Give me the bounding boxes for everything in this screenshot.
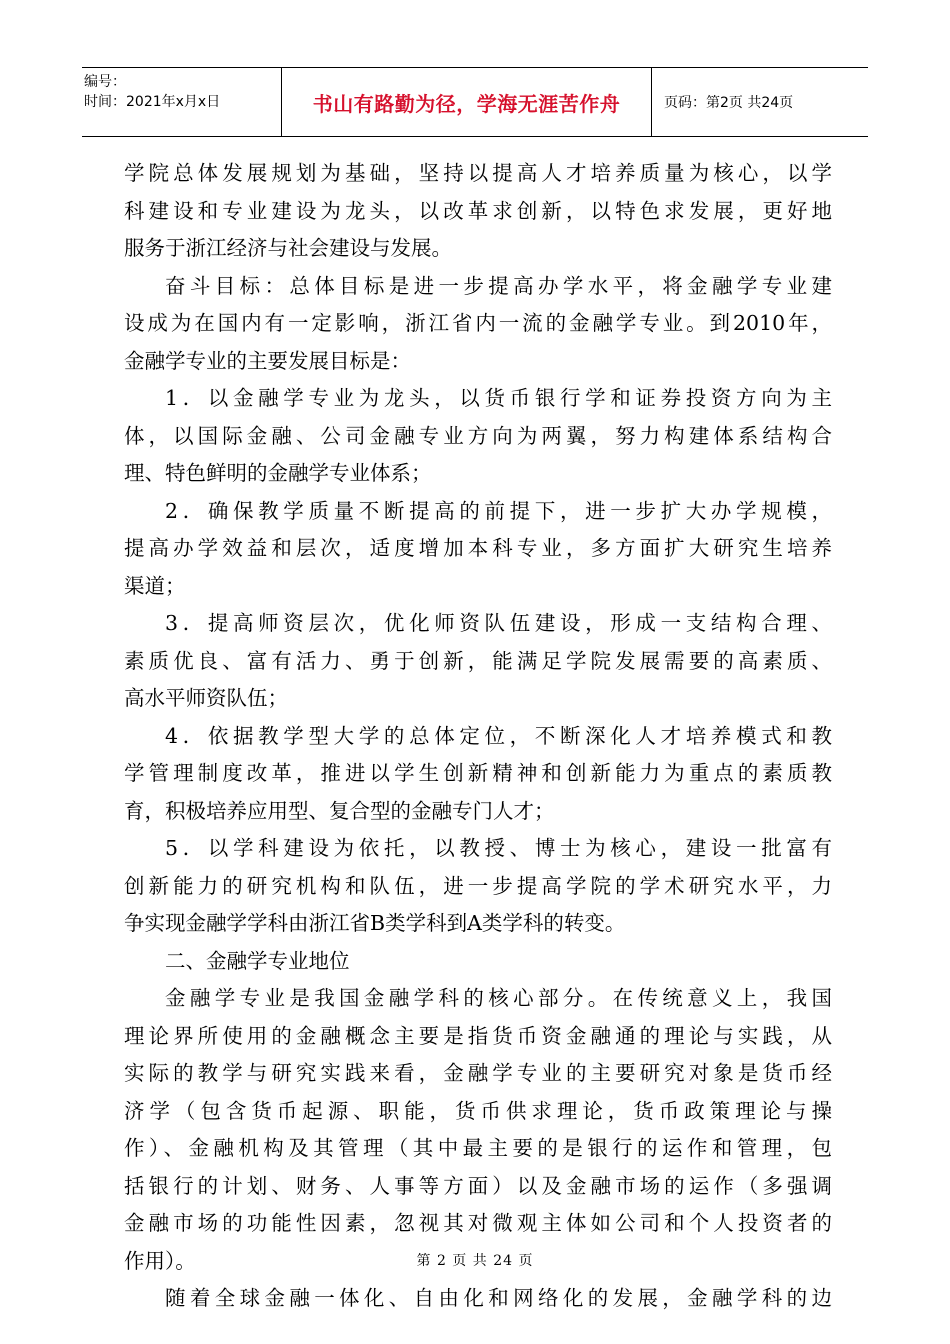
text-line: 作）、金融机构及其管理（其中最主要的是银行的运作和管理，包 bbox=[124, 1136, 832, 1160]
text-line: 4．依据教学型大学的总体定位，不断深化人才培养模式和教 bbox=[165, 723, 832, 748]
text-line: 设成为在国内有一定影响，浙江省内一流的金融学专业。到2010年， bbox=[124, 311, 832, 335]
text-line: 体，以国际金融、公司金融专业方向为两翼，努力构建体系结构合 bbox=[124, 423, 832, 448]
text-line: 奋斗目标：总体目标是进一步提高办学水平，将金融学专业建 bbox=[165, 273, 832, 298]
text-line: 素质优良、富有活力、勇于创新，能满足学院发展需要的高素质、 bbox=[124, 648, 832, 673]
text-line: 学管理制度改革，推进以学生创新精神和创新能力为重点的素质教 bbox=[124, 761, 832, 785]
text-line: 高水平师资队伍； bbox=[124, 686, 288, 710]
document-body bbox=[124, 155, 832, 1318]
text-line: 括银行的计划、财务、人事等方面）以及金融市场的运作（多强调 bbox=[124, 1173, 832, 1198]
text-line: 科建设和专业建设为龙头，以改革求创新，以特色求发展，更好地 bbox=[124, 198, 832, 223]
text-line: 理论界所使用的金融概念主要是指货币资金融通的理论与实践，从 bbox=[124, 1023, 832, 1048]
text-line: 金融学专业是我国金融学科的核心部分。在传统意义上，我国 bbox=[165, 986, 832, 1010]
text-line: 学院总体发展规划为基础，坚持以提高人才培养质量为核心，以学 bbox=[124, 161, 832, 185]
text-line: 作用）。 bbox=[124, 1248, 196, 1273]
page-footer: 第 2 页 共 24 页 bbox=[416, 1253, 534, 1269]
page-header bbox=[82, 67, 868, 137]
text-line: 争实现金融学学科由浙江省B类学科到A类学科的转变。 bbox=[124, 911, 626, 935]
header-meta bbox=[82, 68, 282, 136]
text-line: 提高办学效益和层次，适度增加本科专业，多方面扩大研究生培养 bbox=[124, 536, 832, 560]
text-line: 金融学专业的主要发展目标是： bbox=[124, 348, 411, 373]
text-line: 服务于浙江经济与社会建设与发展。 bbox=[124, 236, 452, 260]
text-line: 育，积极培养应用型、复合型的金融专门人才； bbox=[124, 798, 555, 823]
text-line: 3．提高师资层次，优化师资队伍建设，形成一支结构合理、 bbox=[165, 611, 832, 635]
text-line: 渠道； bbox=[124, 573, 186, 598]
text-line: 2．确保教学质量不断提高的前提下，进一步扩大办学规模， bbox=[165, 498, 832, 523]
text-line: 创新能力的研究机构和队伍，进一步提高学院的学术研究水平，力 bbox=[124, 873, 832, 898]
doc-number-label: 编号： bbox=[84, 74, 126, 90]
text-line: 二、金融学专业地位 bbox=[165, 948, 350, 973]
doc-date-label: 时间：2021年x月x日 bbox=[84, 94, 221, 110]
text-line: 随着全球金融一体化、自由化和网络化的发展，金融学科的边 bbox=[165, 1286, 832, 1310]
text-line: 5．以学科建设为依托，以教授、博士为核心，建设一批富有 bbox=[165, 836, 832, 860]
text-line: 济学（包含货币起源、职能，货币供求理论，货币政策理论与操 bbox=[124, 1098, 832, 1123]
text-line: 理、特色鲜明的金融学专业体系； bbox=[124, 461, 432, 485]
header-page-info: 页码：第2页 共24页 bbox=[664, 95, 794, 111]
text-line: 实际的教学与研究实践来看，金融学专业的主要研究对象是货币经 bbox=[124, 1061, 832, 1085]
text-line: 金融市场的功能性因素，忽视其对微观主体如公司和个人投资者的 bbox=[124, 1211, 832, 1235]
header-motto: 书山有路勤为径，学海无涯苦作舟 bbox=[282, 68, 652, 136]
text-line: 1．以金融学专业为龙头，以货币银行学和证券投资方向为主 bbox=[165, 386, 832, 410]
